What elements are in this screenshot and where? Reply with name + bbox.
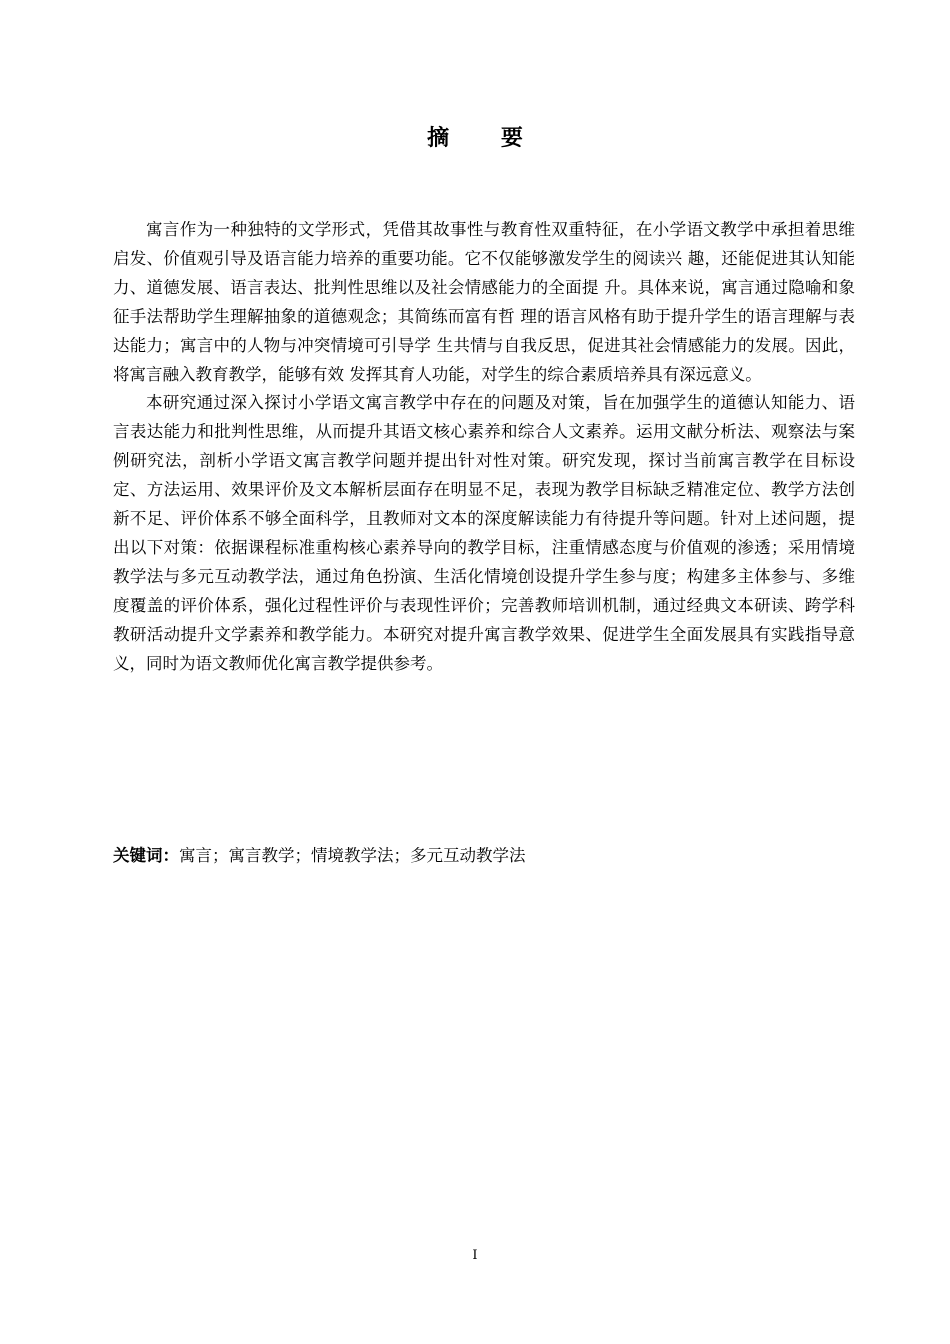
keywords-label: 关键词： <box>113 846 179 865</box>
abstract-title: 摘 要 <box>427 126 545 151</box>
abstract-body <box>113 216 855 679</box>
page-number: I <box>472 1248 478 1263</box>
abstract-paragraph-1: 寓言作为一种独特的文学形式，凭借其故事性与教育性双重特征，在小学语文教学中承担着思维启发、价值观引导及语言能力培养的重要功能。它不仅能够激发学生的阅读兴 趣，还能促进其认知能力、道德发展、语言表达、批判性思维以及社会情感能力的全面提 升。具体来说，寓言通过隐喻和象征手法帮助学生理解抽象的道德观念；其简练而富有哲 理的语言风格有助于提升学生的语言理解与表达能力；寓言中的人物与冲突情境可引导学 生共情与自我反思，促进其社会情感能力的发展。因此，将寓言融入教育教学，能够有效 发挥其育人功能，对学生的综合素质培养具有深远意义。 <box>113 220 855 384</box>
keywords-line <box>113 842 855 870</box>
abstract-paragraph-2: 本研究通过深入探讨小学语文寓言教学中存在的问题及对策，旨在加强学生的道德认知能力、语言表达能力和批判性思维，从而提升其语文核心素养和综合人文素养。运用文献分析法、观察法与案例研究法，剖析小学语文寓言教学问题并提出针对性对策。研究发现，探讨当前寓言教学在目标设定、方法运用、效果评价及文本解析层面存在明显不足，表现为教学目标缺乏精准定位、教学方法创新不足、评价体系不够全面科学，且教师对文本的深度解读能力有待提升等问题。针对上述问题，提出以下对策：依据课程标准重构核心素养导向的教学目标，注重情感态度与价值观的渗透；采用情境教学法与多元互动教学法，通过角色扮演、生活化情境创设提升学生参与度；构建多主体参与、多维度覆盖的评价体系，强化过程性评价与表现性评价；完善教师培训机制，通过经典文本研读、跨学科教研活动提升文学素养和教学能力。本研究对提升寓言教学效果、促进学生全面发展具有实践指导意义，同时为语文教师优化寓言教学提供参考。 <box>113 393 855 673</box>
keywords-text: 寓言；寓言教学；情境教学法；多元互动教学法 <box>179 846 526 865</box>
